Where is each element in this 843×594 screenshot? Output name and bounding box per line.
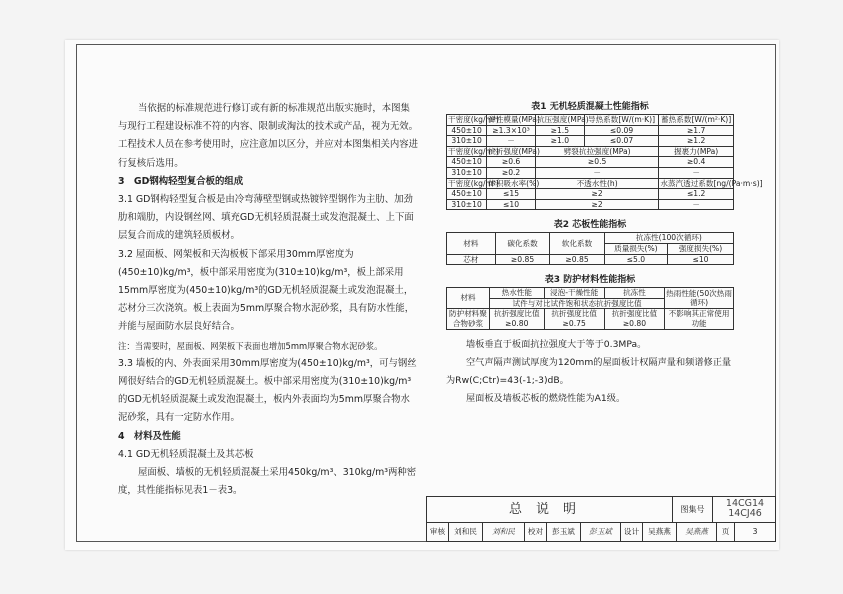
right-column (446, 100, 763, 408)
paragraph-4-1: 屋面板、墙板的无机轻质混凝土采用450kg/m³、310kg/m³两种密度，其性能指标见表1－表3。 (118, 467, 417, 497)
table-cell: ≥0.2 (487, 167, 536, 178)
section-3-2: 3.2 屋面板、网架板和天沟板板下部采用30mm厚密度为(450±10)kg/m³，板中部采用密度为(310±10)kg/m³，板上部采用15mm厚密度为(450±10)kg/m³的GD无机轻质混凝土或发泡混凝土，芯材分三次浇筑。板上表面为5mm厚聚合物水泥砂浆，具有防水性能，并能与屋面防水层良好结合。 (118, 248, 415, 333)
table-cell: 材料 (447, 288, 490, 309)
table-cell: 干密度(kg/m³) (448, 115, 499, 124)
table-cell: ≥1.5 (535, 125, 584, 136)
table-row (447, 178, 734, 189)
table2 (446, 232, 734, 265)
table-row (447, 136, 734, 147)
table-cell: 质量损失(%) (604, 243, 667, 254)
table-cell: 芯材 (447, 254, 496, 265)
table-cell: 抗折强度(MPa) (488, 146, 540, 156)
table-row (447, 288, 734, 299)
page-number: 3 (752, 527, 758, 536)
table-cell: 抗折强度比值≥0.80 (604, 309, 664, 329)
section-3-1: 3.1 GD钢构轻型复合板是由冷弯薄壁型钢或热镀锌型钢作为主肋、加劲肋和端肋，内设钢丝网、填充GD无机轻质混凝土或发泡混凝土、上下面层复合而成的建筑轻质板材。 (118, 194, 414, 242)
heading-4-1: 4.1 GD无机轻质混凝土及其芯板 (118, 448, 254, 460)
proofread-label: 校对 (525, 523, 547, 541)
table2-caption: 表2 芯板性能指标 (553, 220, 627, 231)
table-row (447, 157, 734, 168)
table-cell: 握裹力(MPa) (659, 146, 734, 157)
designer-name: 吴燕燕 (643, 523, 677, 541)
table-cell: － (659, 199, 734, 210)
table-cell: 抗压强度(MPa) (536, 115, 589, 124)
table-cell: 干密度(kg/m³) (448, 178, 499, 188)
table-cell: 软化系数 (550, 233, 605, 254)
table-cell: 强度损失(%) (667, 243, 733, 254)
right-paragraphs (446, 336, 734, 408)
table-cell: 蓄热系数[W/(m²·K)] (659, 115, 734, 126)
table-cell: 防护材料聚合物砂浆 (447, 309, 490, 329)
title-block-signatures (426, 522, 776, 542)
table-cell: 热雨性能(50次热雨循环) (666, 288, 732, 308)
table-cell: 热水性能 (490, 288, 545, 299)
proofreader-name: 彭玉斌 (547, 523, 581, 541)
atlas-number-1: 14CG14 (725, 498, 765, 509)
table-cell: ≤0.07 (584, 136, 659, 147)
table-cell: 体积吸水率(%) (488, 178, 540, 188)
table-cell: 抗折强度比值≥0.80 (490, 309, 545, 329)
page-label: 页 (717, 523, 735, 541)
table-cell: 劈裂抗拉强度(MPa) (535, 146, 658, 157)
title-block-top (426, 496, 776, 522)
table3-caption: 表3 防护材料性能指标 (544, 275, 636, 286)
heading-4: 4 材料及性能 (118, 430, 181, 442)
table-row (447, 115, 734, 126)
table-cell: 抗折强度比值≥0.75 (544, 309, 604, 329)
left-text-column (118, 100, 418, 500)
table-cell: ≤5.0 (604, 254, 667, 265)
table-row (447, 254, 734, 265)
reviewer-name: 刘和民 (449, 523, 483, 541)
atlas-number-2: 14CJ46 (728, 508, 762, 519)
table-cell: ≤10 (487, 199, 536, 210)
table-cell: 310±10 (447, 136, 487, 147)
paragraph-tensile: 墙板垂直于板面抗拉强度大于等于0.3MPa。 (466, 338, 647, 350)
table1 (446, 114, 763, 210)
table-cell: － (535, 167, 658, 178)
table-cell: － (487, 136, 536, 147)
title-block (426, 496, 776, 542)
table-row (447, 146, 734, 157)
table-cell: 不影响其正常使用功能 (665, 309, 734, 329)
table-row (447, 199, 734, 210)
table-cell: ≤1.2 (659, 189, 734, 200)
table-cell: 浸泡-干燥性能 (544, 288, 604, 299)
table-cell: ≥1.0 (535, 136, 584, 147)
drawing-title: 总说明 (427, 497, 673, 523)
note: 注：当需要时，屋面板、网架板下表面也增加5mm厚聚合物水泥砂浆。 (118, 340, 383, 351)
table-cell: 310±10 (447, 199, 487, 210)
table-cell: 不透水性(h) (535, 178, 658, 189)
table-cell: 450±10 (447, 157, 487, 168)
reviewer-signature: 刘和民 (483, 523, 525, 541)
heading-3: 3 GD钢构轻型复合板的组成 (118, 175, 244, 187)
table-cell: 450±10 (447, 189, 487, 200)
table-cell: 弹性模量(MPa) (488, 115, 540, 124)
table-row (447, 125, 734, 136)
table-cell: 干密度(kg/m³) (448, 146, 499, 156)
table-cell: ≥0.5 (535, 157, 658, 168)
table-cell: 试件与对比试件饱和状态抗折强度比值 (490, 298, 665, 309)
paragraph-standards: 当依据的标准规范进行修订或有新的标准规范出版实施时，本图集与现行工程建设标准不符的内容、限制或淘汰的技术或产品，视为无效。工程技术人员在参考使用时，应注意加以区分，并应对本图集相关内容进行复核后选用。 (118, 103, 419, 169)
review-label: 审核 (427, 523, 449, 541)
table-cell: ≥0.4 (659, 157, 734, 168)
table-cell: 抗冻性(100次循环) (604, 233, 733, 244)
table-cell: 导热系数[W/(m·K)] (584, 115, 659, 126)
section-3-3: 3.3 墙板的内、外表面采用30mm厚密度为(450±10)kg/m³，可与钢丝网很好结合的GD无机轻质混凝土。板中部采用密度为(310±10)kg/m³的GD无机轻质混凝土或发泡混凝土，板内外表面均为5mm厚聚合物水泥砂浆，具有一定防水作用。 (118, 357, 417, 424)
table-cell: ≥0.6 (487, 157, 536, 168)
table-cell: ≤15 (487, 189, 536, 200)
atlas-number-label: 图集号 (673, 497, 713, 523)
table-cell: ≤10 (667, 254, 733, 265)
table-cell: ≥2 (535, 199, 658, 210)
table3 (446, 287, 734, 329)
table-cell: 450±10 (447, 125, 487, 136)
table-row (447, 233, 734, 244)
table-cell: ≥2 (535, 189, 658, 200)
design-label: 设计 (621, 523, 643, 541)
table-cell: 碳化系数 (495, 233, 550, 254)
table-cell: ≥1.3×10³ (487, 125, 536, 136)
table-cell: 抗冻性 (604, 288, 664, 299)
paragraph-sound: 空气声隔声测试厚度为120mm的屋面板计权隔声量和频谱修正量为Rw(C;Ctr)=43(-1;-3)dB。 (446, 356, 732, 386)
table-cell: 310±10 (447, 167, 487, 178)
table-cell: ≤0.09 (584, 125, 659, 136)
table-cell: 水蒸汽透过系数[ng/(Pa·m·s)] (660, 178, 763, 188)
proofreader-signature: 彭玉斌 (581, 523, 621, 541)
table-cell: ≥1.2 (659, 136, 734, 147)
table-cell: ≥0.85 (495, 254, 550, 265)
table-cell: ≥1.7 (659, 125, 734, 136)
atlas-numbers (713, 499, 777, 519)
table-row (447, 167, 734, 178)
table-cell: ≥0.85 (550, 254, 605, 265)
table-cell: － (659, 167, 734, 178)
paragraph-fire: 屋面板及墙板芯板的燃烧性能为A1级。 (466, 392, 626, 404)
table1-caption: 表1 无机轻质混凝土性能指标 (531, 102, 649, 112)
table-cell: 材料 (447, 233, 496, 254)
designer-signature: 吴燕燕 (677, 523, 717, 541)
table-row (447, 189, 734, 200)
table-row (447, 309, 734, 329)
